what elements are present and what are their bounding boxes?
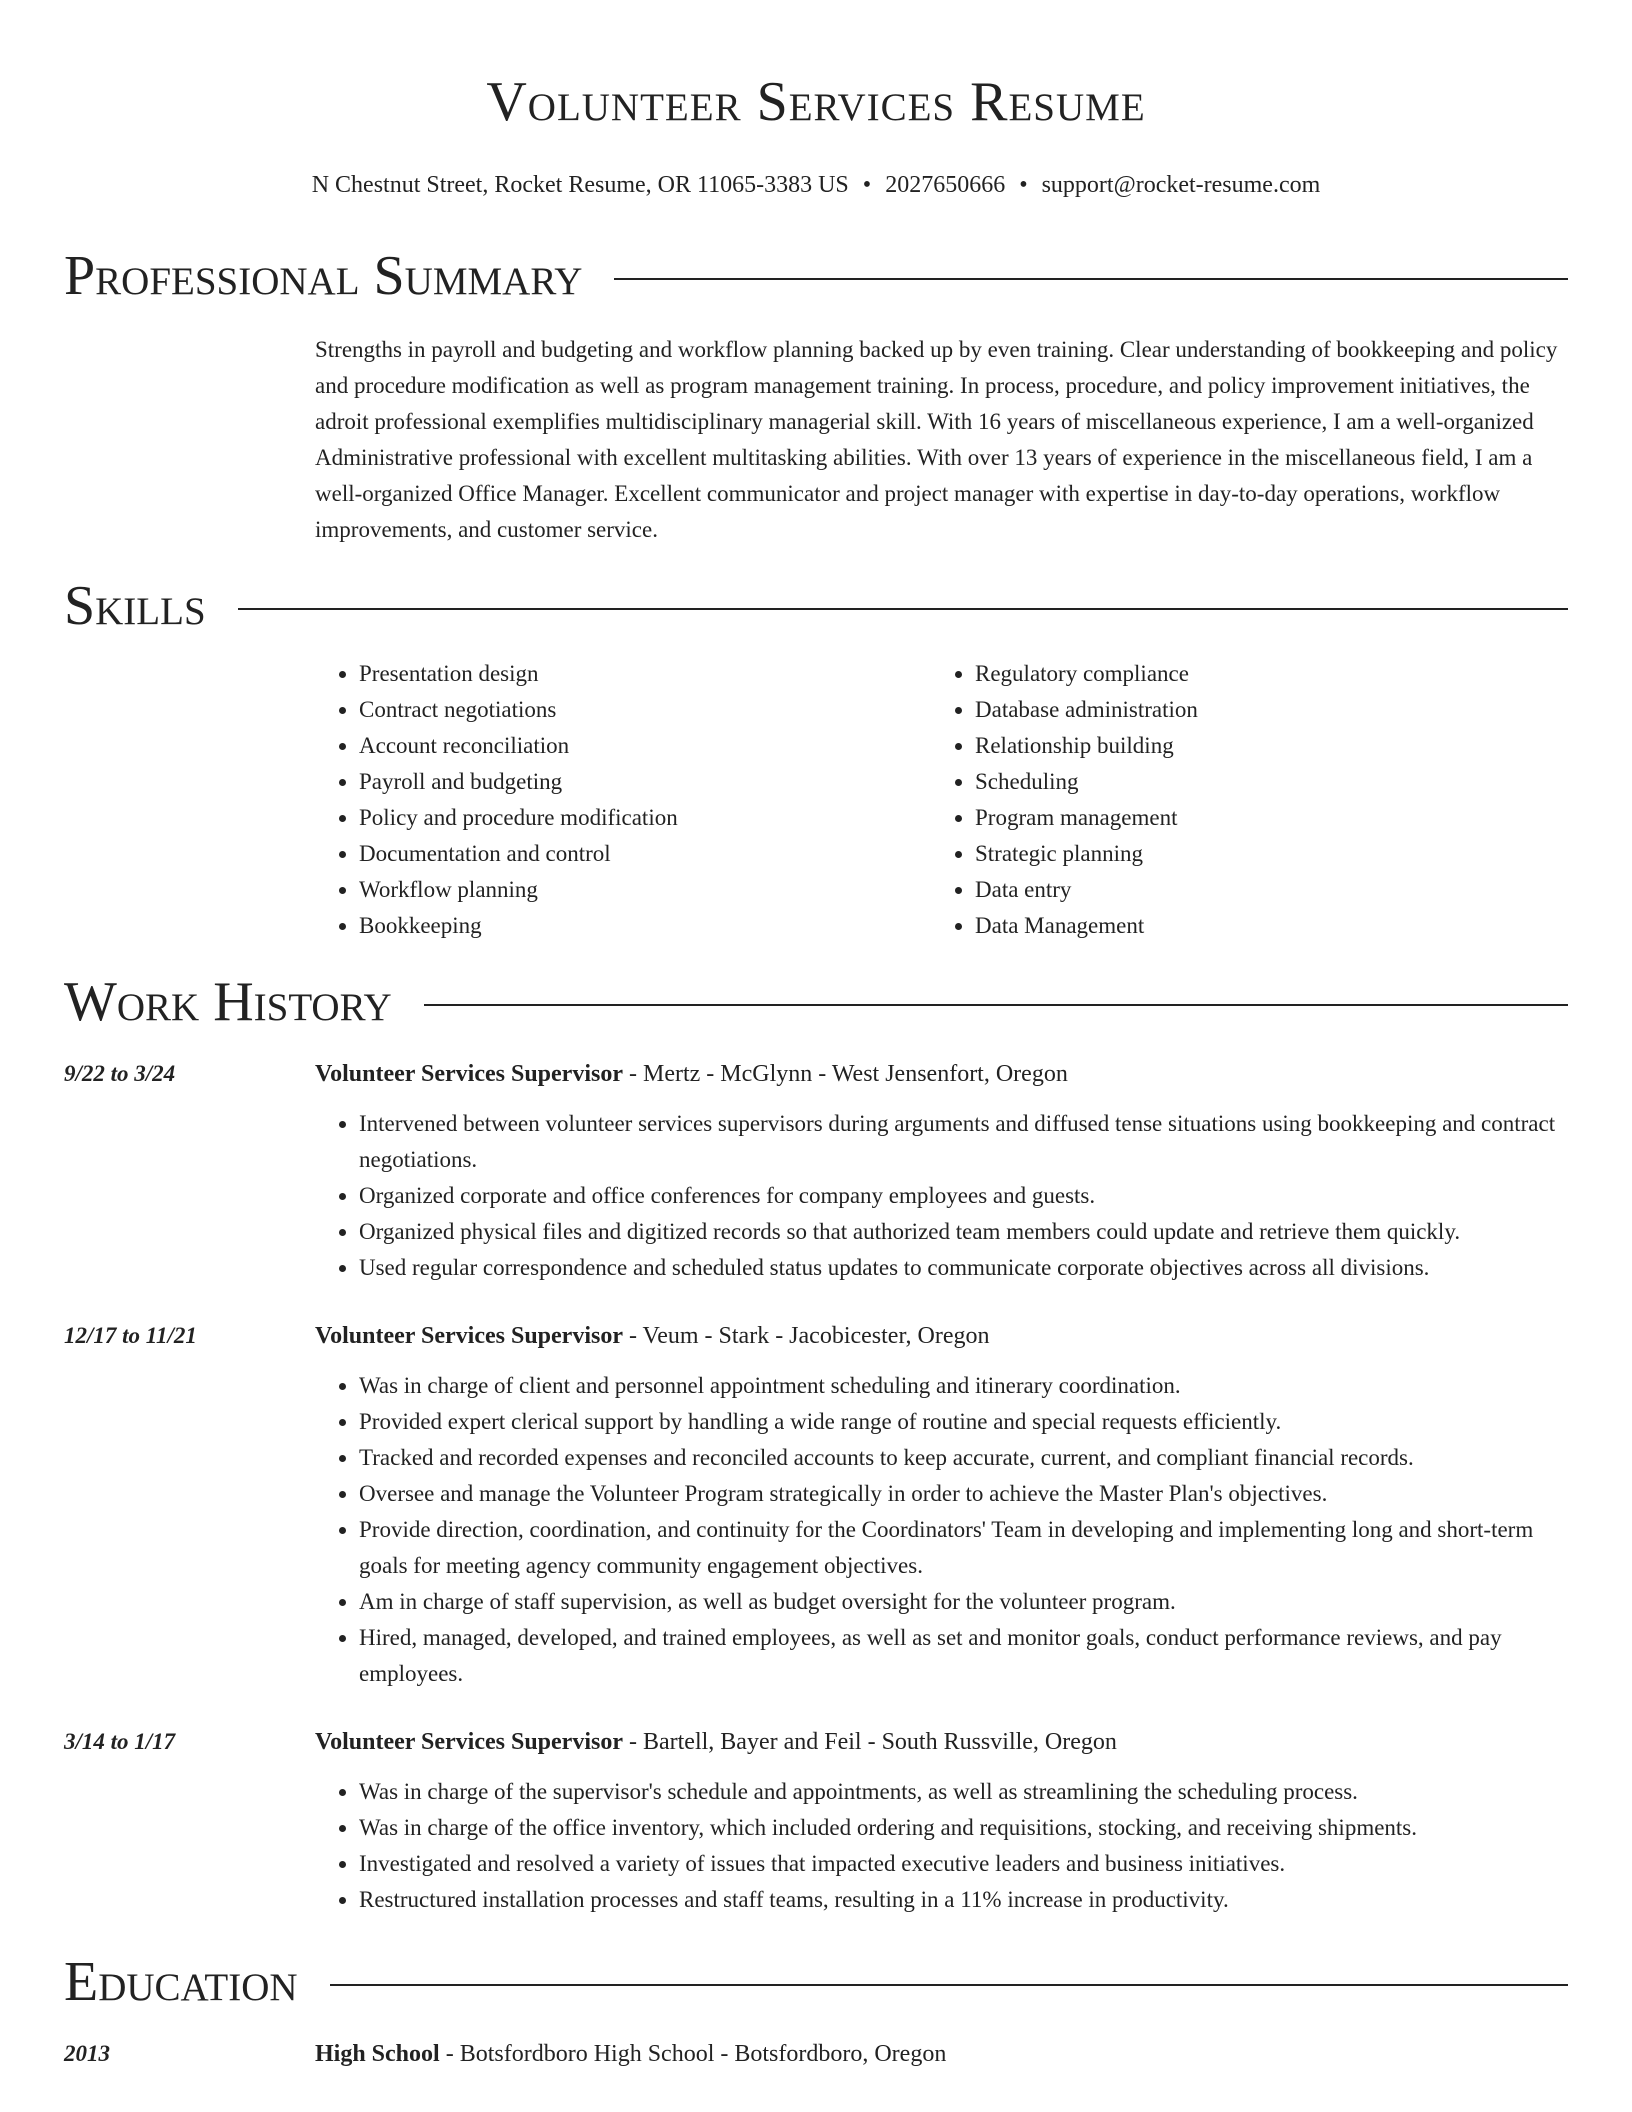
job-bullet: • Provided expert clerical support by handling a wide range of routine and special requests efficiently. [359,1404,1568,1440]
education-heading: Education [64,1951,298,2013]
summary-section-header [64,244,1568,308]
summary-text: Strengths in payroll and budgeting and workflow planning backed up by even training. Clear understanding of bookkeeping and policy and procedure modification as well as program management training. In process, procedure, and policy improvement initiatives, the adroit professional exemplifies multidisciplinary managerial skill. With 16 years of miscellaneous experience, I am a well-organized Administrative professional with excellent multitasking abilities. With over 13 years of experience in the miscellaneous field, I am a well-organized Office Manager. Excellent communicator and project manager with expertise in day-to-day operations, workflow improvements, and customer service. [315,337,1558,542]
job-details [315,1318,1568,1692]
job-bullet: • Restructured installation processes and staff teams, resulting in a 11% increase in productivity. [359,1882,1568,1918]
job-title-line [315,1724,1568,1760]
education-school: - Botsfordboro High School - Botsfordboro, Oregon [439,2041,947,2067]
job-bullet: • Was in charge of the office inventory, which included ordering and requisitions, stocking, and receiving shipments. [359,1810,1568,1846]
skill-item: • Relationship building [975,728,1547,764]
skill-item: • Payroll and budgeting [359,764,931,800]
education-section-header [64,1950,1568,2014]
job-details [315,1056,1568,1286]
skill-item: • Data entry [975,872,1547,908]
education-entry [64,2036,1568,2072]
skill-item: • Account reconciliation [359,728,931,764]
job-bullets [315,1368,1568,1692]
work-section-header [64,970,1568,1034]
job-employer: - Veum - Stark - Jacobicester, Oregon [622,1323,990,1349]
job-title-line [315,1056,1568,1092]
phone: 2027650666 [885,172,1006,198]
job-bullet: • Organized corporate and office conferences for company employees and guests. [359,1178,1568,1214]
job-bullets [315,1774,1568,1918]
education-year: 2013 [64,2041,110,2066]
skill-item: • Contract negotiations [359,692,931,728]
skill-item: • Database administration [975,692,1547,728]
job-employer: - Bartell, Bayer and Feil - South Russville, Oregon [622,1729,1117,1755]
skill-item: • Bookkeeping [359,908,931,944]
skill-item: • Documentation and control [359,836,931,872]
job-bullet: • Intervened between volunteer services supervisors during arguments and diffused tense situations using bookkeeping and contract negotiations. [359,1106,1568,1178]
skill-item: • Scheduling [975,764,1547,800]
job-bullet: • Tracked and recorded expenses and reconciled accounts to keep accurate, current, and compliant financial records. [359,1440,1568,1476]
education-list [64,2036,1568,2072]
address: N Chestnut Street, Rocket Resume, OR 11065-3383 US [311,172,849,198]
job-bullet: • Organized physical files and digitized records so that authorized team members could update and retrieve them quickly. [359,1214,1568,1250]
job-title: Volunteer Services Supervisor [315,1729,623,1755]
job-details [315,1724,1568,1918]
skill-item: • Program management [975,800,1547,836]
skills-columns [315,656,1568,944]
job-title: Volunteer Services Supervisor [315,1061,623,1087]
job-bullet: • Provide direction, coordination, and continuity for the Coordinators' Team in developing and implementing long and short-term goals for meeting agency community engagement objectives. [359,1512,1568,1584]
job-entry [64,1318,1568,1692]
job-bullet: • Used regular correspondence and scheduled status updates to communicate corporate objectives across all divisions. [359,1250,1568,1286]
job-bullet: • Oversee and manage the Volunteer Program strategically in order to achieve the Master Plan's objectives. [359,1476,1568,1512]
job-dates: 3/14 to 1/17 [64,1729,176,1754]
skill-item: • Strategic planning [975,836,1547,872]
skills-list-left [315,656,931,944]
section-divider [330,1984,1568,1986]
job-employer: - Mertz - McGlynn - West Jensenfort, Oregon [622,1061,1068,1087]
job-bullet: • Investigated and resolved a variety of issues that impacted executive leaders and business initiatives. [359,1846,1568,1882]
section-divider [424,1004,1568,1006]
job-bullets [315,1106,1568,1286]
resume-title: Volunteer Services Resume [486,71,1146,133]
skill-item: • Data Management [975,908,1547,944]
summary-heading: Professional Summary [64,245,583,307]
section-divider [614,278,1568,280]
job-title-line [315,1318,1568,1354]
email: support@rocket-resume.com [1041,172,1321,198]
skills-heading: Skills [64,575,206,637]
job-bullet: • Am in charge of staff supervision, as well as budget oversight for the volunteer program. [359,1584,1568,1620]
separator-dot: • [862,172,872,198]
job-entry [64,1056,1568,1286]
job-bullet: • Was in charge of client and personnel appointment scheduling and itinerary coordination. [359,1368,1568,1404]
skill-item: • Presentation design [359,656,931,692]
job-title: Volunteer Services Supervisor [315,1323,623,1349]
skill-item: • Policy and procedure modification [359,800,931,836]
contact-line [64,170,1568,200]
job-dates: 12/17 to 11/21 [64,1323,197,1348]
skill-item: • Regulatory compliance [975,656,1547,692]
education-details [315,2036,1568,2072]
work-heading: Work History [64,971,392,1033]
section-divider [238,608,1568,610]
separator-dot: • [1019,172,1028,198]
job-dates: 9/22 to 3/24 [64,1061,176,1086]
job-bullet: • Was in charge of the supervisor's schedule and appointments, as well as streamlining the scheduling process. [359,1774,1568,1810]
education-degree: High School [315,2041,440,2067]
skills-list-right [931,656,1547,944]
work-history-list [64,1056,1568,1918]
skill-item: • Workflow planning [359,872,931,908]
job-bullet: • Hired, managed, developed, and trained employees, as well as set and monitor goals, conduct performance reviews, and pay employees. [359,1620,1568,1692]
job-entry [64,1724,1568,1918]
skills-section-header [64,574,1568,638]
